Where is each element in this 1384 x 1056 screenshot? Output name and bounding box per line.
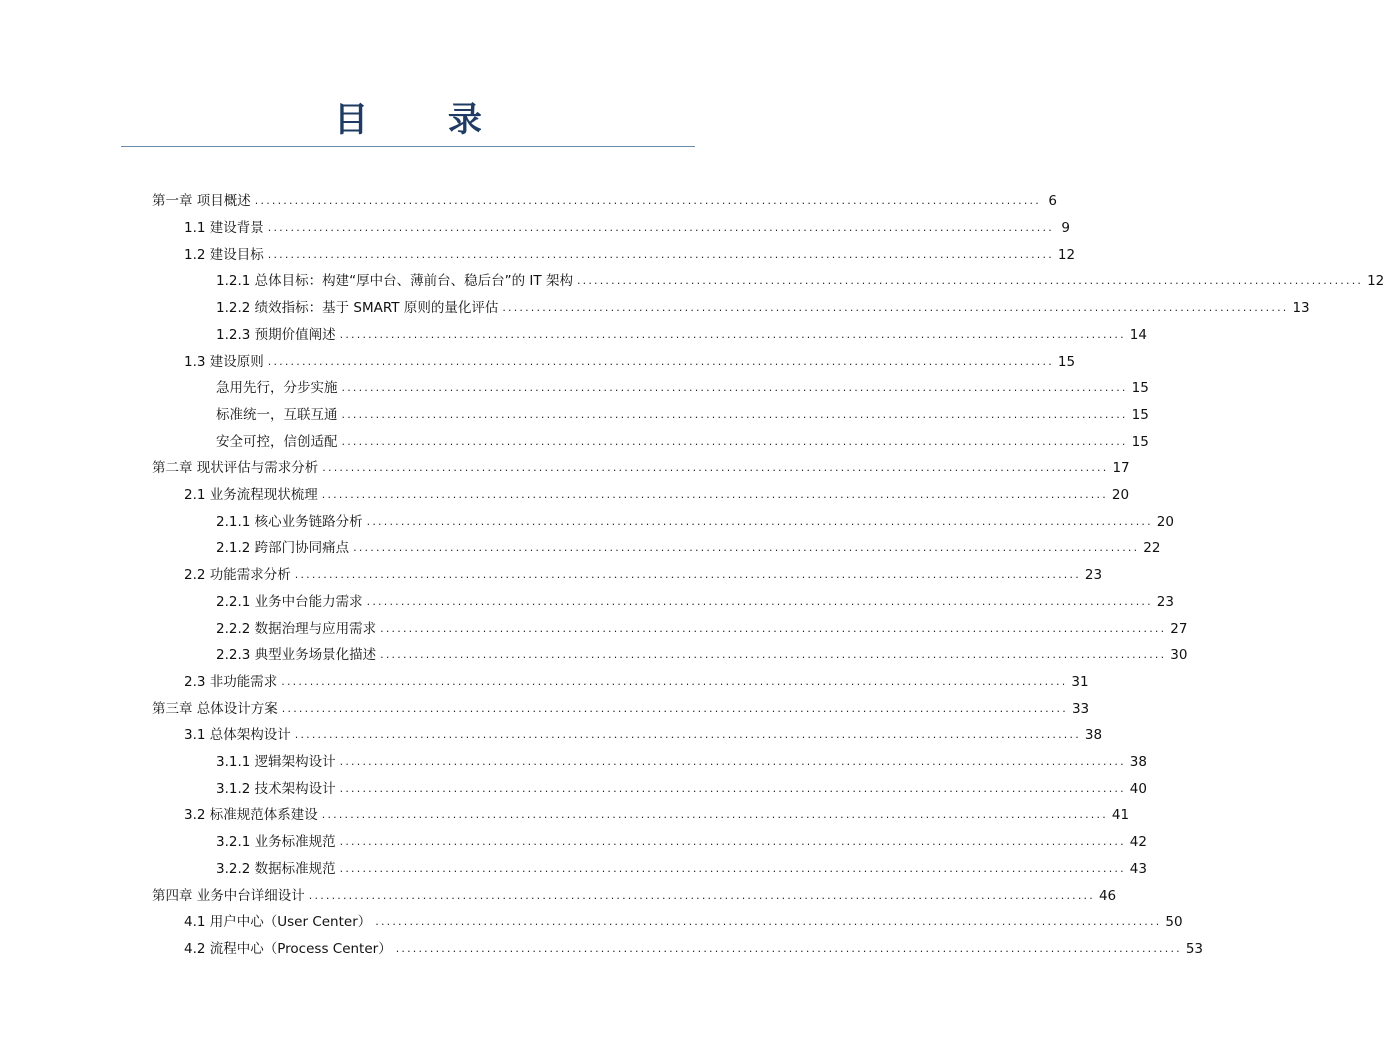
toc-entry[interactable] <box>216 295 1310 322</box>
toc-entry[interactable] <box>152 882 1117 909</box>
toc-entry-label: 2.2.3 典型业务场景化描述 <box>216 647 377 664</box>
toc-entry-page-number: 43 <box>1129 860 1147 877</box>
page-title: 目 录 <box>334 100 516 140</box>
toc-dot-leader: .......................................................................................................................................... <box>294 568 1081 582</box>
toc-entry[interactable] <box>152 695 1090 722</box>
toc-entry-page-number: 38 <box>1129 754 1147 771</box>
toc-entry-label: 第四章 业务中台详细设计 <box>152 887 305 904</box>
toc-entry-page-number: 38 <box>1084 727 1103 744</box>
toc-dot-leader: .......................................................................................................................................... <box>322 461 1109 475</box>
toc-entry-page-number: 30 <box>1170 647 1188 664</box>
toc-entry-page-number: 12 <box>1057 246 1076 263</box>
toc-entry[interactable] <box>216 535 1161 562</box>
toc-entry-label: 3.1 总体架构设计 <box>184 727 291 744</box>
toc-entry-label: 第一章 项目概述 <box>152 193 251 210</box>
toc-entry[interactable] <box>152 188 1057 215</box>
toc-entry[interactable] <box>216 829 1147 856</box>
title-divider <box>121 146 695 147</box>
toc-entry[interactable] <box>216 749 1147 776</box>
toc-entry[interactable] <box>184 722 1103 749</box>
toc-entry-page-number: 53 <box>1185 940 1204 957</box>
toc-entry[interactable] <box>184 348 1076 375</box>
toc-entry[interactable] <box>184 241 1076 268</box>
toc-dot-leader: .......................................................................................................................................... <box>375 915 1162 929</box>
toc-dot-leader: .......................................................................................................................................... <box>366 514 1153 528</box>
toc-entry-page-number: 15 <box>1131 433 1149 450</box>
toc-entry[interactable] <box>184 936 1204 963</box>
toc-dot-leader: .......................................................................................................................................... <box>341 381 1128 395</box>
toc-entry-label: 3.2.2 数据标准规范 <box>216 860 336 877</box>
toc-dot-leader: .......................................................................................................................................... <box>321 808 1108 822</box>
toc-entry[interactable] <box>216 428 1149 455</box>
toc-entry-label: 1.2.2 绩效指标：基于 SMART 原则的量化评估 <box>216 300 499 317</box>
toc-entry-page-number: 23 <box>1156 593 1174 610</box>
toc-entry-label: 2.2 功能需求分析 <box>184 567 291 584</box>
toc-entry-label: 1.3 建设原则 <box>184 353 264 370</box>
toc-entry-label: 2.1.1 核心业务链路分析 <box>216 513 363 530</box>
toc-dot-leader: .......................................................................................................................................... <box>339 781 1126 795</box>
toc-dot-leader: .......................................................................................................................................... <box>254 194 1041 208</box>
toc-entry-page-number: 15 <box>1131 406 1149 423</box>
toc-entry-page-number: 22 <box>1143 540 1161 557</box>
toc-entry-label: 第二章 现状评估与需求分析 <box>152 460 319 477</box>
toc-dot-leader: .......................................................................................................................................... <box>294 728 1081 742</box>
toc-entry-label: 3.1.1 逻辑架构设计 <box>216 754 336 771</box>
toc-entry[interactable] <box>216 615 1188 642</box>
toc-dot-leader: .......................................................................................................................................... <box>341 407 1128 421</box>
toc-entry-page-number: 31 <box>1071 673 1089 690</box>
toc-dot-leader: .......................................................................................................................................... <box>281 674 1068 688</box>
toc-dot-leader: .......................................................................................................................................... <box>339 861 1126 875</box>
toc-entry-page-number: 17 <box>1112 460 1130 477</box>
toc-entry-label: 1.2.1 总体目标：构建“厚中台、薄前台、稳后台”的 IT 架构 <box>216 273 573 290</box>
toc-entry-page-number: 50 <box>1165 914 1183 931</box>
toc-entry[interactable] <box>216 856 1147 883</box>
toc-entry-label: 2.3 非功能需求 <box>184 673 278 690</box>
toc-entry-page-number: 42 <box>1129 834 1147 851</box>
toc-entry-page-number: 13 <box>1292 300 1310 317</box>
toc-entry-page-number: 12 <box>1367 273 1384 290</box>
toc-dot-leader: .......................................................................................................................................... <box>339 755 1126 769</box>
toc-dot-leader: .......................................................................................................................................... <box>395 941 1182 955</box>
toc-entry[interactable] <box>216 375 1149 402</box>
toc-entry-label: 第三章 总体设计方案 <box>152 700 278 717</box>
toc-entry-label: 标准统一，互联互通 <box>216 406 338 423</box>
toc-entry-label: 安全可控，信创适配 <box>216 433 338 450</box>
toc-entry[interactable] <box>184 669 1089 696</box>
toc-entry-label: 3.1.2 技术架构设计 <box>216 780 336 797</box>
toc-entry[interactable] <box>216 508 1174 535</box>
toc-dot-leader: .......................................................................................................................................... <box>339 835 1126 849</box>
toc-entry[interactable] <box>216 402 1149 429</box>
toc-dot-leader: .......................................................................................................................................... <box>267 354 1054 368</box>
toc-entry-label: 2.2.1 业务中台能力需求 <box>216 593 363 610</box>
toc-entry-label: 3.2.1 业务标准规范 <box>216 834 336 851</box>
toc-dot-leader: .......................................................................................................................................... <box>380 648 1167 662</box>
toc-entry[interactable] <box>216 642 1188 669</box>
toc-entry[interactable] <box>216 775 1147 802</box>
toc-entry-page-number: 15 <box>1131 380 1149 397</box>
toc-entry[interactable] <box>184 802 1130 829</box>
toc-entry-label: 1.2 建设目标 <box>184 246 264 263</box>
toc-entry-page-number: 9 <box>1061 220 1070 237</box>
toc-dot-leader: .......................................................................................................................................... <box>281 701 1068 715</box>
toc-dot-leader: .......................................................................................................................................... <box>353 541 1140 555</box>
toc-dot-leader: .......................................................................................................................................... <box>502 301 1289 315</box>
toc-entry-label: 3.2 标准规范体系建设 <box>184 807 318 824</box>
toc-dot-leader: .......................................................................................................................................... <box>267 247 1054 261</box>
toc-entry-label: 2.1 业务流程现状梳理 <box>184 487 318 504</box>
toc-entry-page-number: 27 <box>1170 620 1188 637</box>
toc-dot-leader: .......................................................................................................................................... <box>341 434 1128 448</box>
toc-entry-page-number: 40 <box>1129 780 1147 797</box>
toc-entry-label: 4.1 用户中心（User Center） <box>184 914 372 931</box>
toc-dot-leader: .......................................................................................................................................... <box>321 488 1108 502</box>
toc-entry-page-number: 20 <box>1111 487 1130 504</box>
toc-dot-leader: .......................................................................................................................................... <box>380 621 1167 635</box>
toc-entry-page-number: 41 <box>1111 807 1130 824</box>
toc-entry[interactable] <box>184 562 1103 589</box>
toc-dot-leader: .......................................................................................................................................... <box>576 274 1364 288</box>
toc-entry[interactable] <box>184 909 1183 936</box>
toc-entry[interactable] <box>216 589 1174 616</box>
toc-entry[interactable] <box>184 482 1130 509</box>
toc-entry-page-number: 15 <box>1057 353 1076 370</box>
toc-entry-page-number: 14 <box>1129 326 1147 343</box>
toc-entry-page-number: 20 <box>1156 513 1174 530</box>
toc-entry[interactable] <box>184 215 1070 242</box>
toc-entry-page-number: 46 <box>1098 887 1117 904</box>
toc-entry[interactable] <box>216 268 1384 295</box>
toc-entry-label: 急用先行，分步实施 <box>216 380 338 397</box>
toc-entry-label: 4.2 流程中心（Process Center） <box>184 940 392 957</box>
toc-dot-leader: .......................................................................................................................................... <box>339 327 1126 341</box>
toc-dot-leader: .......................................................................................................................................... <box>267 221 1054 235</box>
toc-entry[interactable] <box>216 322 1147 349</box>
toc-entry-page-number: 33 <box>1071 700 1090 717</box>
toc-entry[interactable] <box>152 455 1130 482</box>
toc-entry-label: 2.2.2 数据治理与应用需求 <box>216 620 377 637</box>
toc-entry-page-number: 23 <box>1084 567 1103 584</box>
toc-entry-label: 2.1.2 跨部门协同痛点 <box>216 540 350 557</box>
toc-dot-leader: .......................................................................................................................................... <box>366 594 1153 608</box>
toc-entry-label: 1.2.3 预期价值阐述 <box>216 326 336 343</box>
toc-entry-page-number: 6 <box>1048 193 1057 210</box>
toc-entry-label: 1.1 建设背景 <box>184 220 264 237</box>
toc-dot-leader: .......................................................................................................................................... <box>308 888 1095 902</box>
